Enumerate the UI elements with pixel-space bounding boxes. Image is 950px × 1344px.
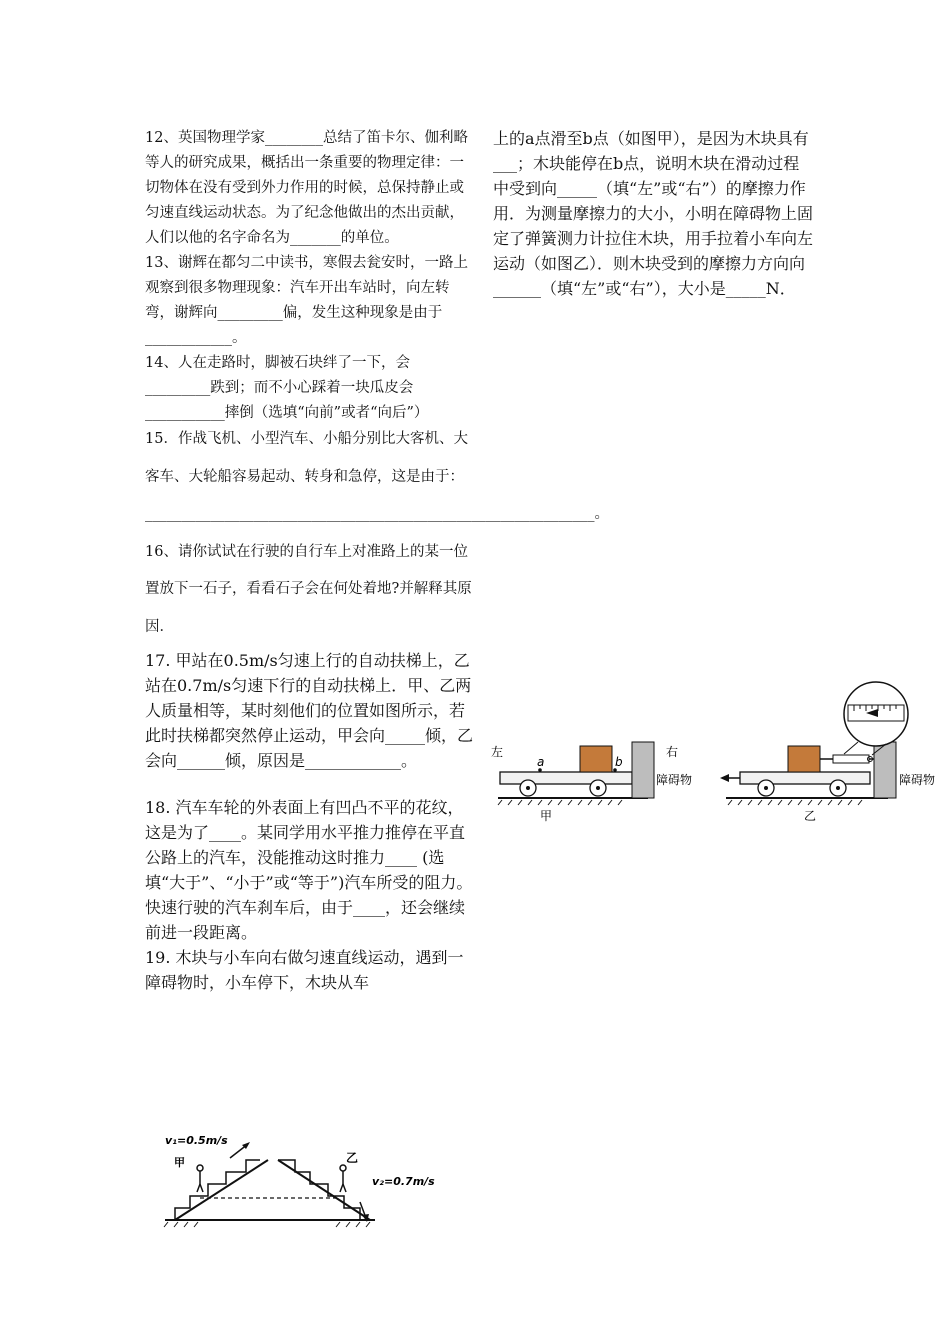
jia-label: 甲 [174,1156,185,1169]
left-label: 左 [491,745,504,759]
question-16: 16、请你试试在行驶的自行车上对准路上的某一位置放下一石子，看看石子会在何处着地?并解释其原因． [145,543,472,635]
question-12: 12、英国物理学家________总结了笛卡尔、伽利略等人的研究成果，概括出一条重要的物理定律：一切物体在没有受到外力作用的时候，总保持静止或匀速直线运动状态。为了纪念他做出的杰出贡献，人们以他的名字命名为_______的单位。 [145,130,468,246]
question-13: 13、谢辉在都匀二中读书，寒假去瓮安时，一路上观察到很多物理现象：汽车开出车站时，向左转弯，谢辉向_________偏，发生这种现象是由于____________。 [145,255,468,346]
obstacle-label-1: 障碍物 [656,773,693,787]
question-15: 15．作战飞机、小型汽车、小船分别比大客机、大客车、大轮船容易起动、转身和急停，这是由于：______________________________________________________________。 [145,431,609,522]
cart-jia [491,742,692,823]
yi-figure-label: 乙 [804,809,817,823]
v1-label: v₁=0.5m/s [165,1134,228,1147]
v2-label: v₂=0.7m/s [372,1175,435,1188]
yi-label: 乙 [346,1151,359,1165]
question-14: 14、人在走路时，脚被石块绊了一下，会_________跌到；而不小心踩着一块瓜皮会___________摔倒（选填“向前”或者“向后”） [145,355,429,421]
jia-figure-label: 甲 [540,809,553,823]
question-17: 17. 甲站在0.5m/s匀速上行的自动扶梯上，乙站在0.7m/s匀速下行的自动扶梯上．甲、乙两人质量相等，某时刻他们的位置如图所示，若此时扶梯都突然停止运动，甲会向_____倾，乙会向______倾，原因是____________。 [145,651,474,770]
right-column [493,126,813,301]
question-18: 18. 汽车车轮的外表面上有凹凸不平的花纹，这是为了____。某同学用水平推力推停在平直公路上的汽车，没能推动这时推力____ (选填“大于”、“小于”或“等于”)汽车所受的阻力。快速行驶的汽车刹车后，由于____，还会继续前进一段距离。 [145,798,473,942]
b-label: b [615,755,623,769]
a-label: a [537,755,545,769]
question-19-part1: 19. 木块与小车向右做匀速直线运动，遇到一障碍物时，小车停下，木块从车 [145,948,464,992]
right-label: 右 [666,745,679,759]
cart-figure [488,680,948,830]
cart-yi [720,682,935,823]
question-19-part2: 上的a点滑至b点（如图甲），是因为木块具有___；木块能停在b点，说明木块在滑动过程中受到向_____（填“左”或“右”）的摩擦力作用．为测量摩擦力的大小，小明在障碍物上固定了弹簧测力计拉住木块，用手拉着小车向左运动（如图乙）．则木块受到的摩擦力方向向______（填“左”或“右”），大小是_____N． [493,129,814,298]
obstacle-label-2: 障碍物 [899,773,936,787]
escalator-figure [160,1130,450,1230]
left-column [145,126,609,995]
